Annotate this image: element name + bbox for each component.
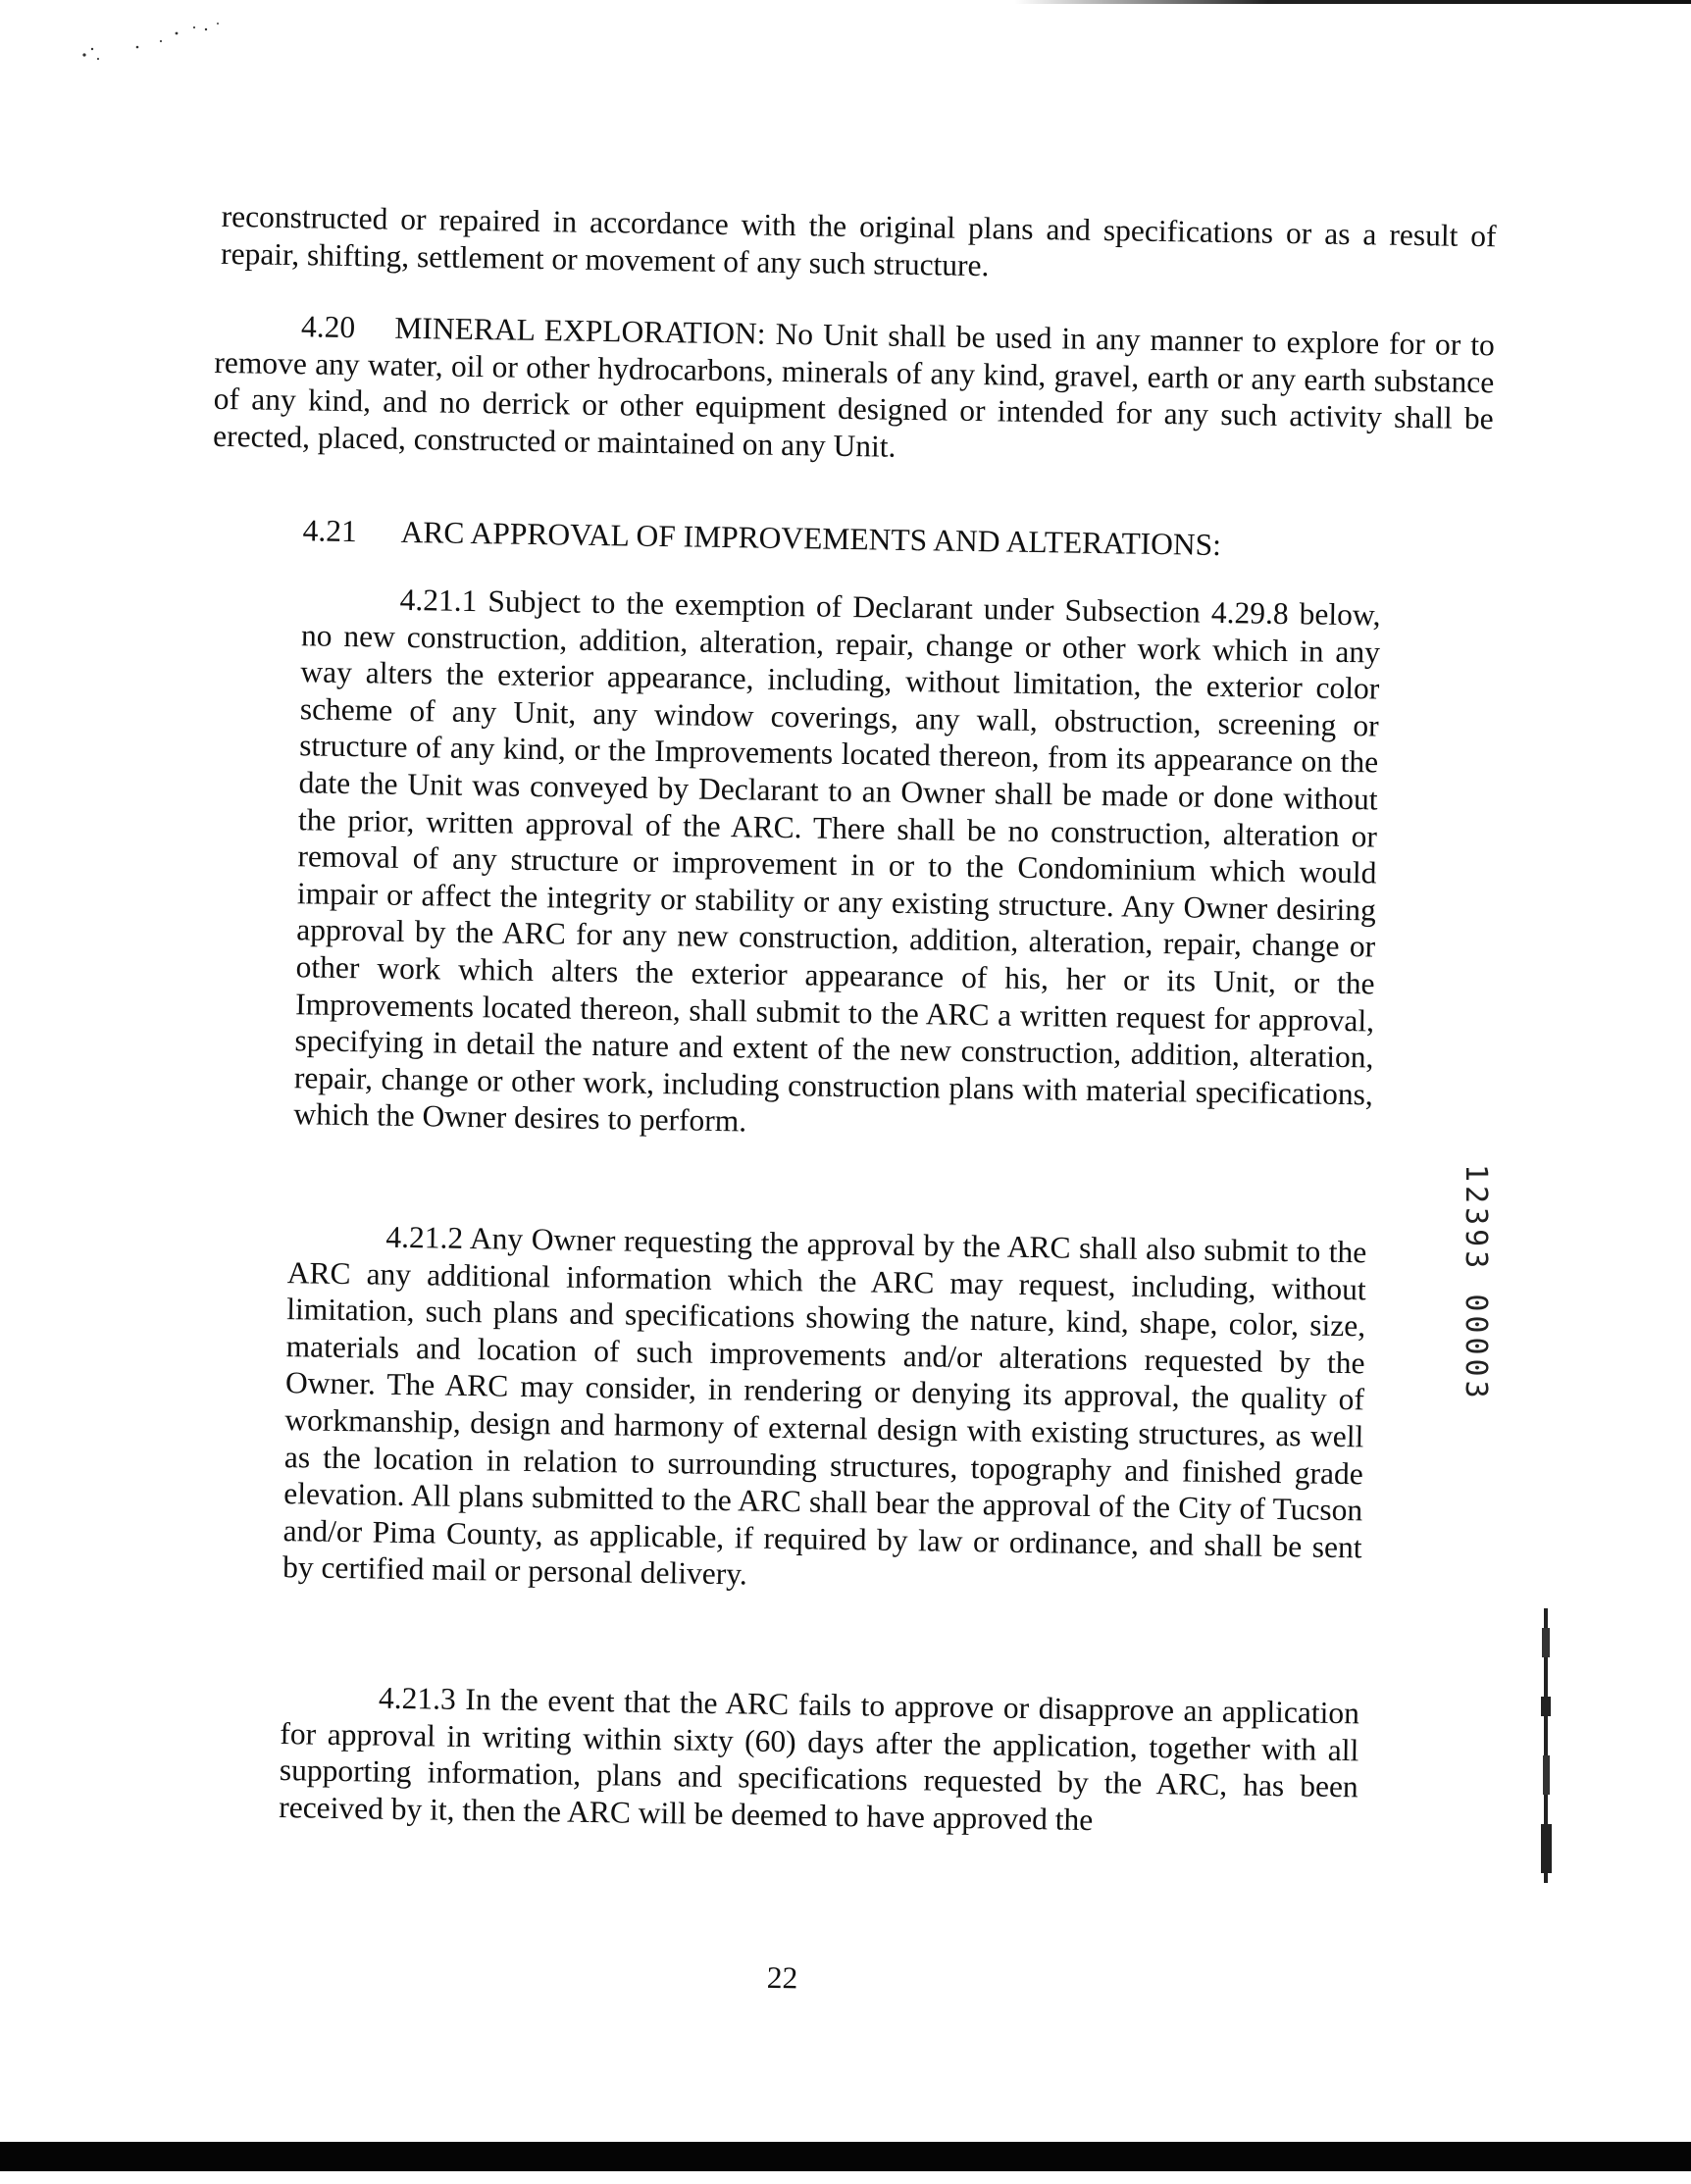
section-4-21-3-paragraph: 4.21.3 In the event that the ARC fails to approve or disapprove an application for approval in writing within sixty (60) days after the application, together with all supporting information, plans and specifications requested by the ARC, has been received by it, then the ARC will be deemed to have approved the <box>278 1680 1360 1837</box>
scan-edge-mark <box>1540 1608 1554 1883</box>
section-4-21-title: ARC APPROVAL OF IMPROVEMENTS AND ALTERATIONS: <box>400 514 1222 562</box>
scan-border-bottom <box>0 2142 1691 2171</box>
recording-stamp: 12393 00003 <box>1459 1164 1493 1402</box>
section-4-21-2-paragraph: 4.21.2 Any Owner requesting the approval by the ARC shall also submit to the ARC any additional information which the ARC may request, including, without limitation, such plans and specifications showing the nature, kind, shape, color, size, materials and location of such improvements and/or alterations requested by the Owner. The ARC may consider, in rendering or denying its approval, the quality of workmanship, design and harmony of external design with existing structures, as well as the location in relation to surrounding structures, topography and finished grade elevation. All plans submitted to the ARC shall bear the approval of the City of Tucson and/or Pima County, as applicable, if required by law or ordinance, and shall be sent by certified mail or personal delivery. <box>282 1219 1367 1592</box>
continuation-paragraph: reconstructed or repaired in accordance with the original plans and specifications or as a result of repair, shifting, settlement or movement of any such structure. <box>220 198 1497 282</box>
section-4-21-number: 4.21 <box>302 513 358 549</box>
section-4-21-1-paragraph: 4.21.1 Subject to the exemption of Declarant under Subsection 4.29.8 below, no new construction, addition, alteration, repair, change or other work which in any way alters the exterior appearance, including, without limitation, the exterior color scheme of any Unit, any window coverings, any wall, obstruction, screening or structure of any kind, or the Improvements located thereon, from its appearance on the date the Unit was conveyed by Declarant to an Owner shall be made or done without the prior, written approval of the ARC. There shall be no construction, alteration or removal of any structure or improvement in or to the Condominium which would impair or affect the integrity or stability or any existing structure. Any Owner desiring approval by the ARC for any new construction, addition, alteration, repair, change or other work which alters the exterior appearance of his, her or its Unit, or the Improvements located thereon, shall submit to the ARC a written request for approval, specifying in detail the nature and extent of the new construction, addition, alteration, repair, change or other work, including construction plans with material specifications, which the Owner desires to perform. <box>293 582 1381 1139</box>
section-4-21-heading <box>302 511 1221 565</box>
page-number: 22 <box>766 1959 798 1996</box>
section-4-20-mineral-exploration: 4.20 MINERAL EXPLORATION: No Unit shall be used in any manner to explore for or to remove any water, oil or other hydrocarbons, minerals of any kind, gravel, earth or any earth substance of any kind, and no derrick or other equipment designed or intended for any such activity shall be erected, placed, constructed or maintained on any Unit. <box>212 309 1496 464</box>
